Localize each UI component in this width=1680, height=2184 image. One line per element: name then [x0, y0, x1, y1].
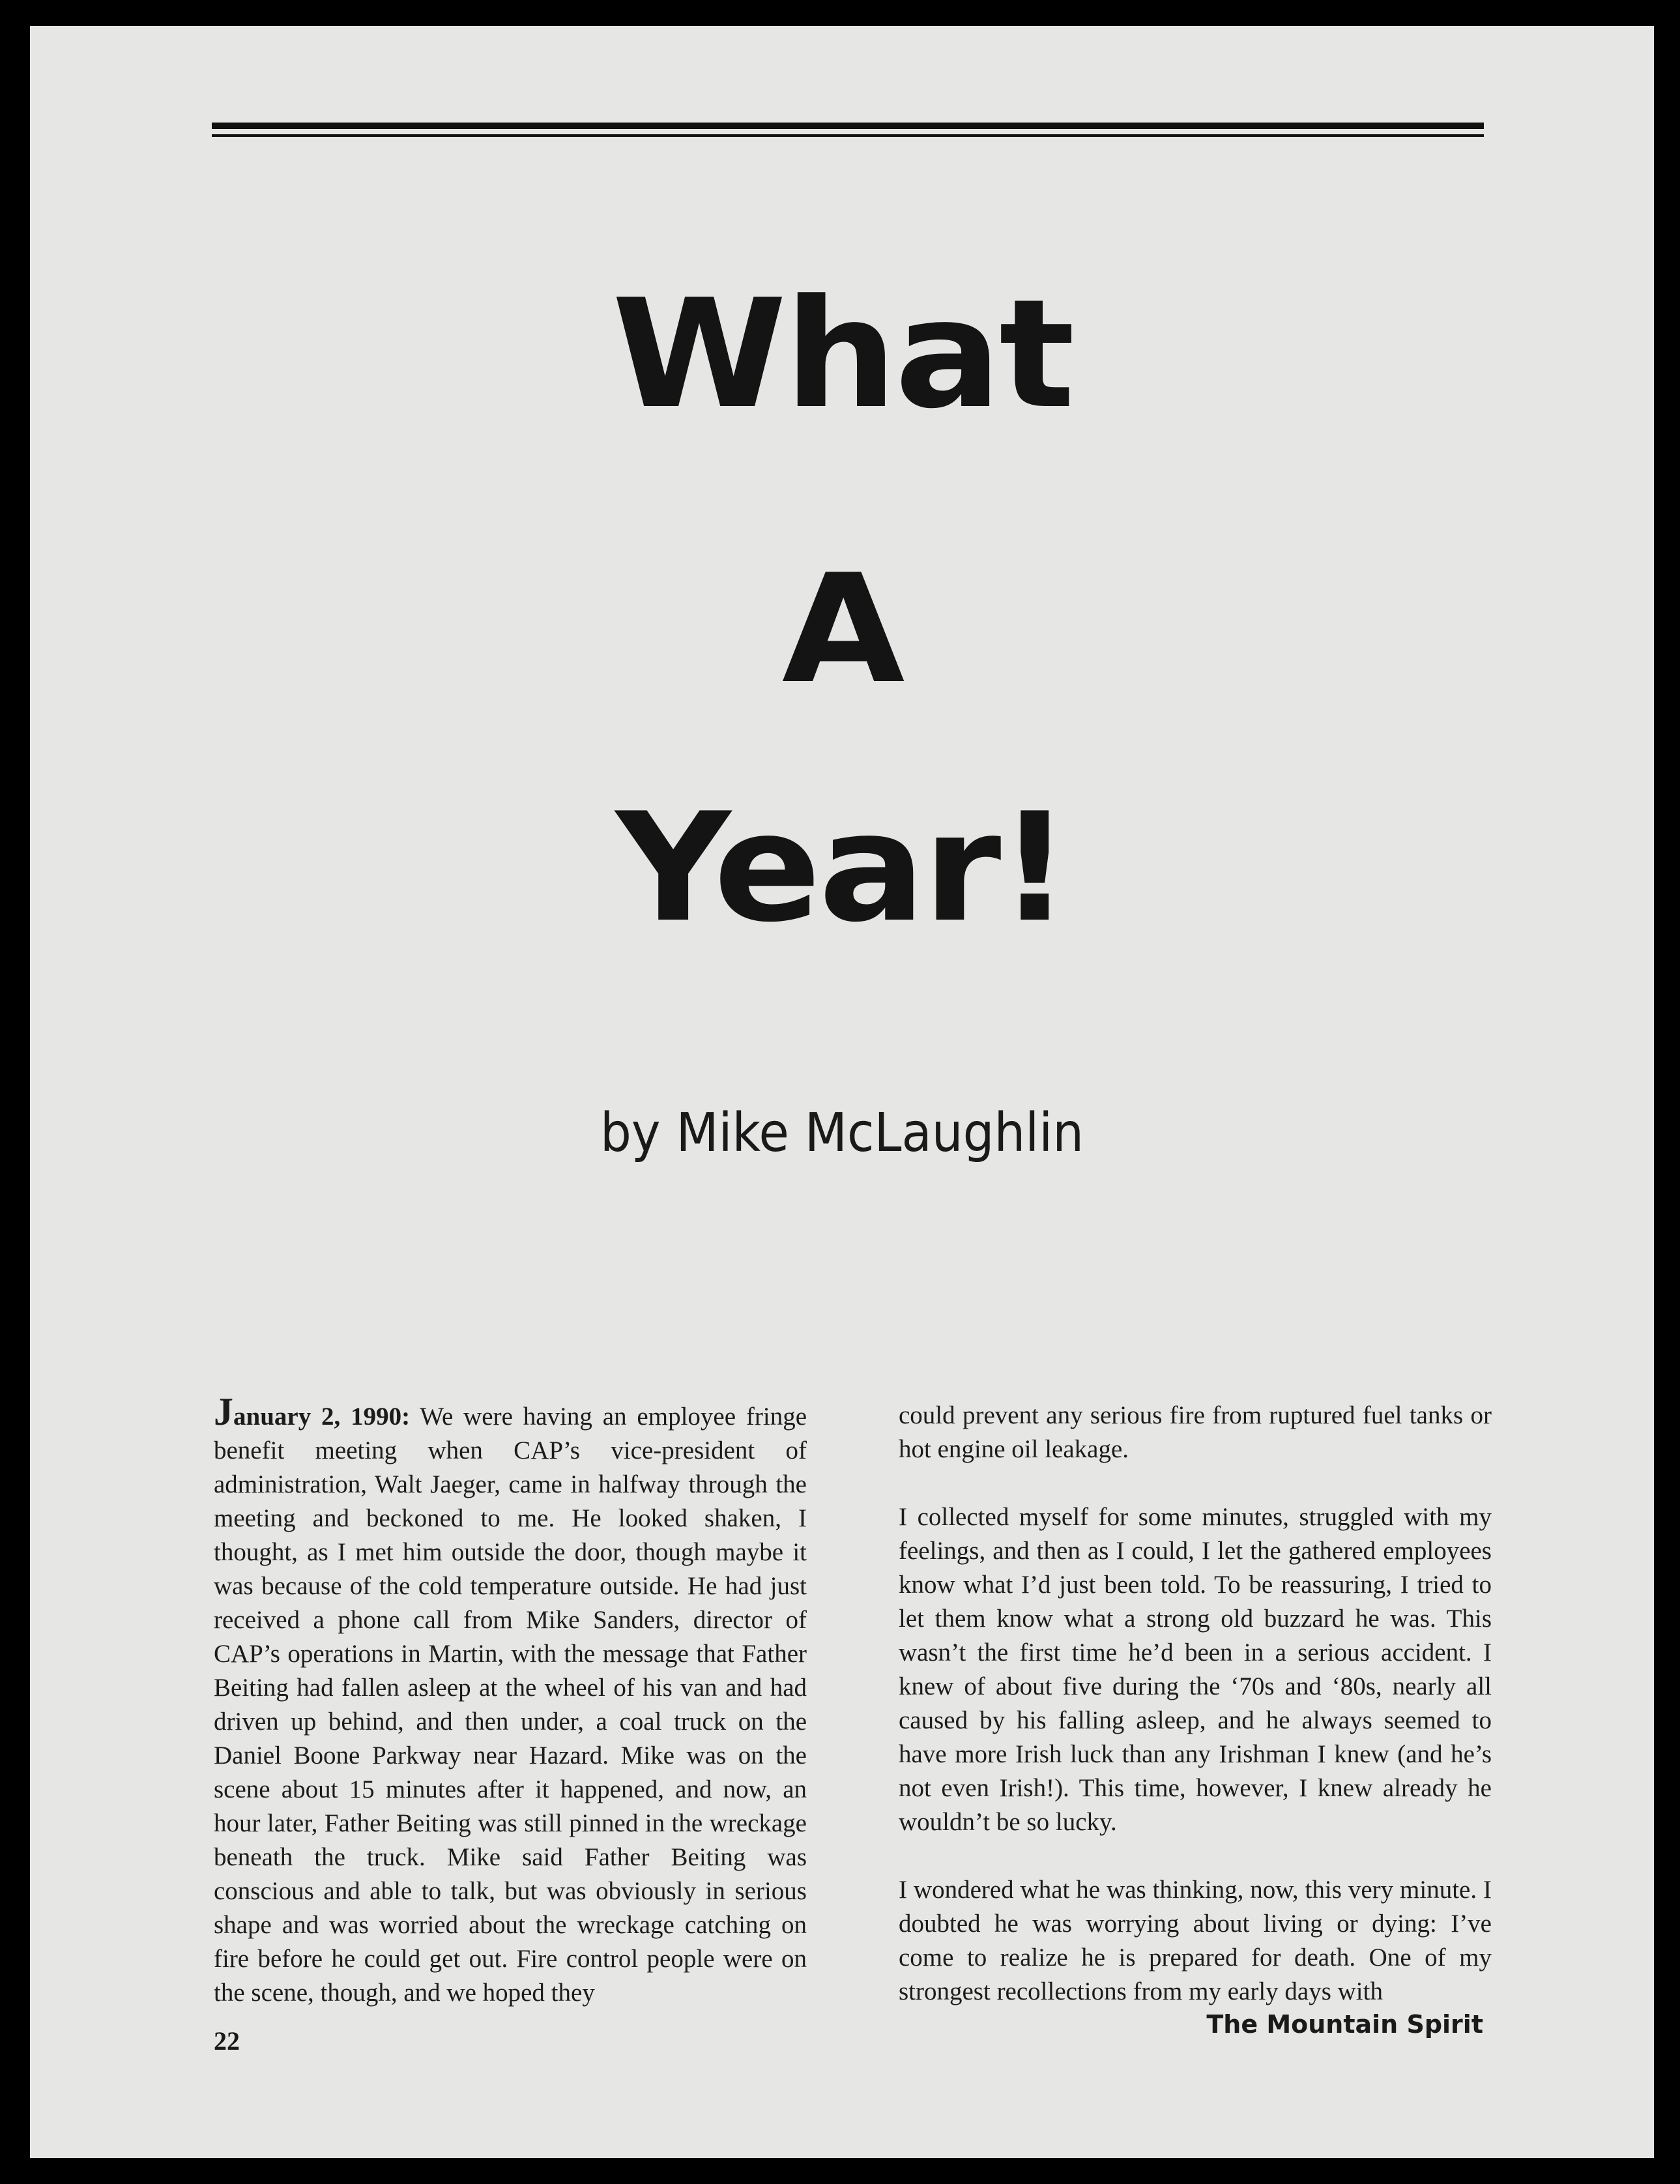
page-number: 22 — [214, 2026, 240, 2056]
article-paragraph-3: I wondered what he was thinking, now, this very minute. I doubted he was worrying about living or dying: I’ve come to realize he is prepared for death. One of my strongest recollections from my early days with — [899, 1876, 1492, 2005]
header-rule-thick — [212, 123, 1484, 129]
title-line-1: What — [611, 268, 1073, 442]
title-line-2: A — [781, 543, 903, 717]
article-column-left — [214, 1390, 807, 2010]
article-paragraph-2: I collected myself for some minutes, struggled with my feelings, and then as I could, I let the gathered employees know what I’d just been told. To be reassuring, I tried to let them know what a strong old buzzard he was. This wasn’t the first time he’d been in a serious accident. I knew of about five during the ‘70s and ‘80s, nearly all caused by his falling asleep, and he always seemed to have more Irish luck than any Irishman I knew (and he’s not even Irish!). This time, however, I knew already he wouldn’t be so lucky. — [899, 1503, 1492, 1836]
article-paragraph-1 — [214, 1390, 807, 2010]
paragraph-text: We were having an employee fringe benefit meeting when CAP’s vice-president of administration, Walt Jaeger, came in halfway through the meeting and beckoned to me. He looked shaken, I thought, as I met him outside the door, though maybe it was because of the cold temperature outside. He had just received a phone call from Mike Sanders, director of CAP’s operations in Martin, with the message that Father Beiting had fallen asleep at the wheel of his van and had driven up behind, and then under, a coal truck on the Daniel Boone Parkway near Hazard. Mike was on the scene about 15 minutes after it happened, and now, an hour later, Father Beiting was still pinned in the wreckage beneath the truck. Mike said Father Beiting was conscious and able to talk, but was obviously in serious shape and was worried about the wreckage catching on fire before he could get out. Fire control people were on the scene, though, and we hoped they — [214, 1403, 807, 2007]
dateline-lead-in: anuary 2, 1990: — [233, 1403, 411, 1431]
article-paragraph-continued: could prevent any serious fire from ruptured fuel tanks or hot engine oil leakage. — [899, 1401, 1492, 1463]
title-line-3: Year! — [615, 781, 1069, 955]
publication-name: The Mountain Spirit — [1206, 2010, 1483, 2039]
drop-cap: J — [214, 1390, 233, 1433]
article-column-right — [899, 1399, 1492, 2009]
header-rule-thin — [212, 134, 1484, 137]
magazine-page — [30, 26, 1654, 2158]
byline: by Mike McLaughlin — [600, 1102, 1084, 1164]
